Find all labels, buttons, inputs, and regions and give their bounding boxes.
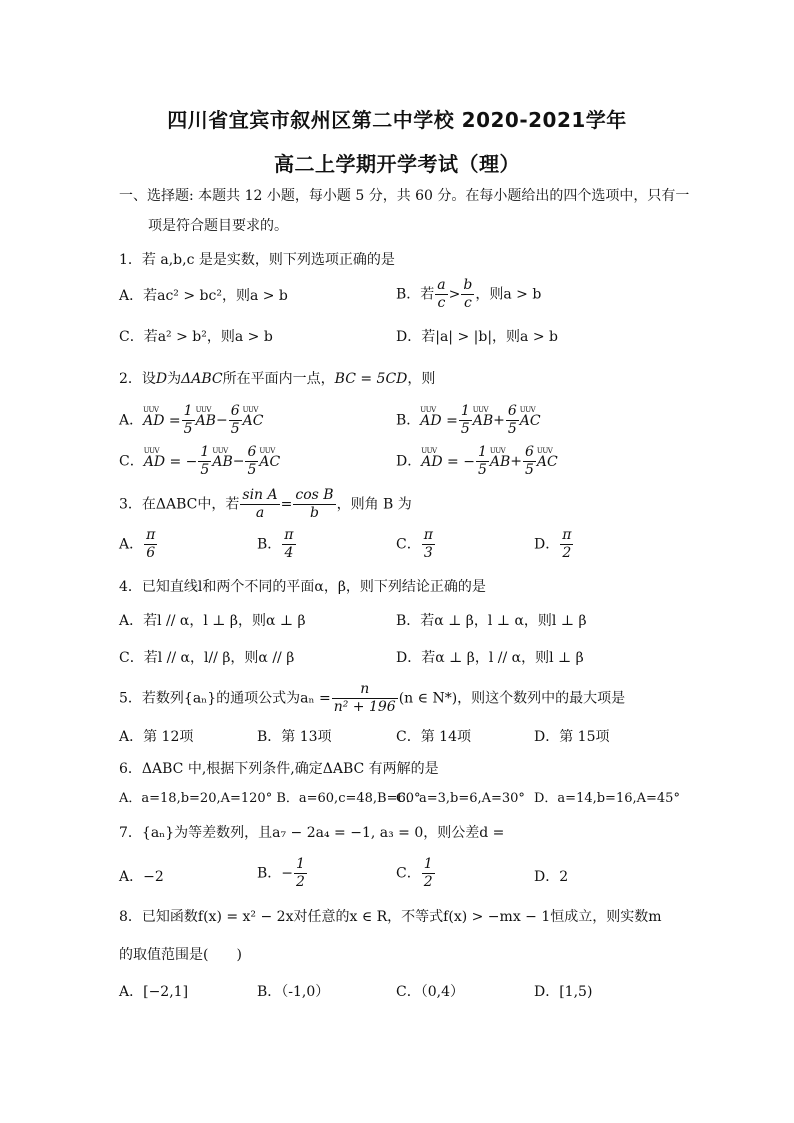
q8-option-c: C．（0,4） — [396, 984, 464, 1000]
q7-option-c: C． $\frac{1}{2}$ — [396, 856, 433, 890]
q3-option-c: C． $\frac{\pi}{3}$ — [396, 527, 433, 561]
q1-option-c: C．若a² > b²，则a > b — [119, 329, 273, 345]
q8-option-b: B．（-1,0） — [257, 984, 330, 1000]
q5-option-d: D．第 15项 — [534, 729, 610, 745]
q1-option-a: A．若ac² > bc²，则a > b — [119, 288, 288, 304]
q2-option-b: B．UUV AD = $\frac{1}{5}$ UUV AB+ $\frac{6}{5}$ UUV AC — [396, 403, 541, 438]
q3-option-d: D． $\frac{\pi}{2}$ — [534, 527, 572, 561]
exam-title: 四川省宜宾市叙州区第二中学校 2020-2021学年 — [167, 108, 627, 132]
q1-stem: 1．若 a,b,c 是是实数，则下列选项正确的是 — [119, 252, 395, 268]
q2-option-a: A．UUV AD = $\frac{1}{5}$ UUV AB− $\frac{6}{5}$ UUV AC — [119, 403, 263, 438]
q8-stem-cont: 的取值范围是( ) — [119, 947, 242, 963]
q6-option-ab: A．a=18,b=20,A=120° B．a=60,c=48,B=60° — [119, 791, 421, 806]
q8-option-d: D．[1,5) — [534, 984, 593, 1000]
q8-option-a: A．[−2,1] — [119, 984, 189, 1000]
q1-option-b: B．若 $\frac{a}{c}$ > $\frac{b}{c}$ ，则a > b — [396, 277, 542, 311]
q7-option-b: B．− $\frac{1}{2}$ — [257, 856, 305, 890]
q5-option-a: A．第 12项 — [119, 729, 194, 745]
q4-option-a: A．若l // α，l ⊥ β，则α ⊥ β — [119, 613, 306, 629]
q2-stem: 2．设D为ΔABC所在平面内一点，BC = 5CD，则 — [119, 371, 436, 387]
q3-option-b: B． $\frac{\pi}{4}$ — [257, 527, 294, 561]
q1-option-d: D．若|a| > |b|，则a > b — [396, 329, 558, 345]
q7-stem: 7．{aₙ}为等差数列，且a₇ − 2a₄ = −1, a₃ = 0，则公差d = — [119, 825, 505, 841]
q6-stem: 6．ΔABC 中,根据下列条件,确定ΔABC 有两解的是 — [119, 761, 439, 777]
q7-option-d: D．2 — [534, 869, 569, 885]
exam-subtitle: 高二上学期开学考试（理） — [274, 152, 520, 176]
q5-option-c: C．第 14项 — [396, 729, 471, 745]
q3-stem: 3．在ΔABC中，若 $\frac{\text{sin A}}{a}$ = $\frac{\text{cos B}}{b}$ ，则角 B 为 — [119, 487, 412, 521]
q3-option-a: A． $\frac{\pi}{6}$ — [119, 527, 156, 561]
q6-option-d: D．a=14,b=16,A=45° — [534, 791, 680, 806]
q7-option-a: A．−2 — [119, 869, 164, 885]
section-heading-cont: 项是符合题目要求的。 — [148, 218, 288, 234]
q2-option-d: D．UUV AD = − $\frac{1}{5}$ UUV AB+ $\frac{6}{5}$ UUV AC — [396, 444, 558, 479]
q5-stem: 5．若数列{aₙ}的通项公式为aₙ = $\frac{n}{\text{n² + 196}}$ (n ∈ N*)，则这个数列中的最大项是 — [119, 681, 626, 715]
q8-stem: 8．已知函数f(x) = x² − 2x对任意的x ∈ R，不等式f(x) > −mx − 1恒成立，则实数m — [119, 909, 662, 925]
q4-option-c: C．若l // α，l// β，则α // β — [119, 650, 295, 666]
q4-stem: 4．已知直线l和两个不同的平面α，β，则下列结论正确的是 — [119, 579, 486, 595]
section-heading: 一、选择题: 本题共 12 小题，每小题 5 分，共 60 分。在每小题给出的四个选项中，只有一 — [119, 188, 690, 204]
q2-option-c: C．UUV AD = − $\frac{1}{5}$ UUV AB− $\frac{6}{5}$ UUV AC — [119, 444, 280, 479]
q4-option-b: B．若α ⊥ β，l ⊥ α，则l ⊥ β — [396, 613, 587, 629]
q5-option-b: B．第 13项 — [257, 729, 332, 745]
q4-option-d: D．若α ⊥ β，l // α，则l ⊥ β — [396, 650, 584, 666]
q6-option-c: C．a=3,b=6,A=30° — [396, 791, 525, 806]
